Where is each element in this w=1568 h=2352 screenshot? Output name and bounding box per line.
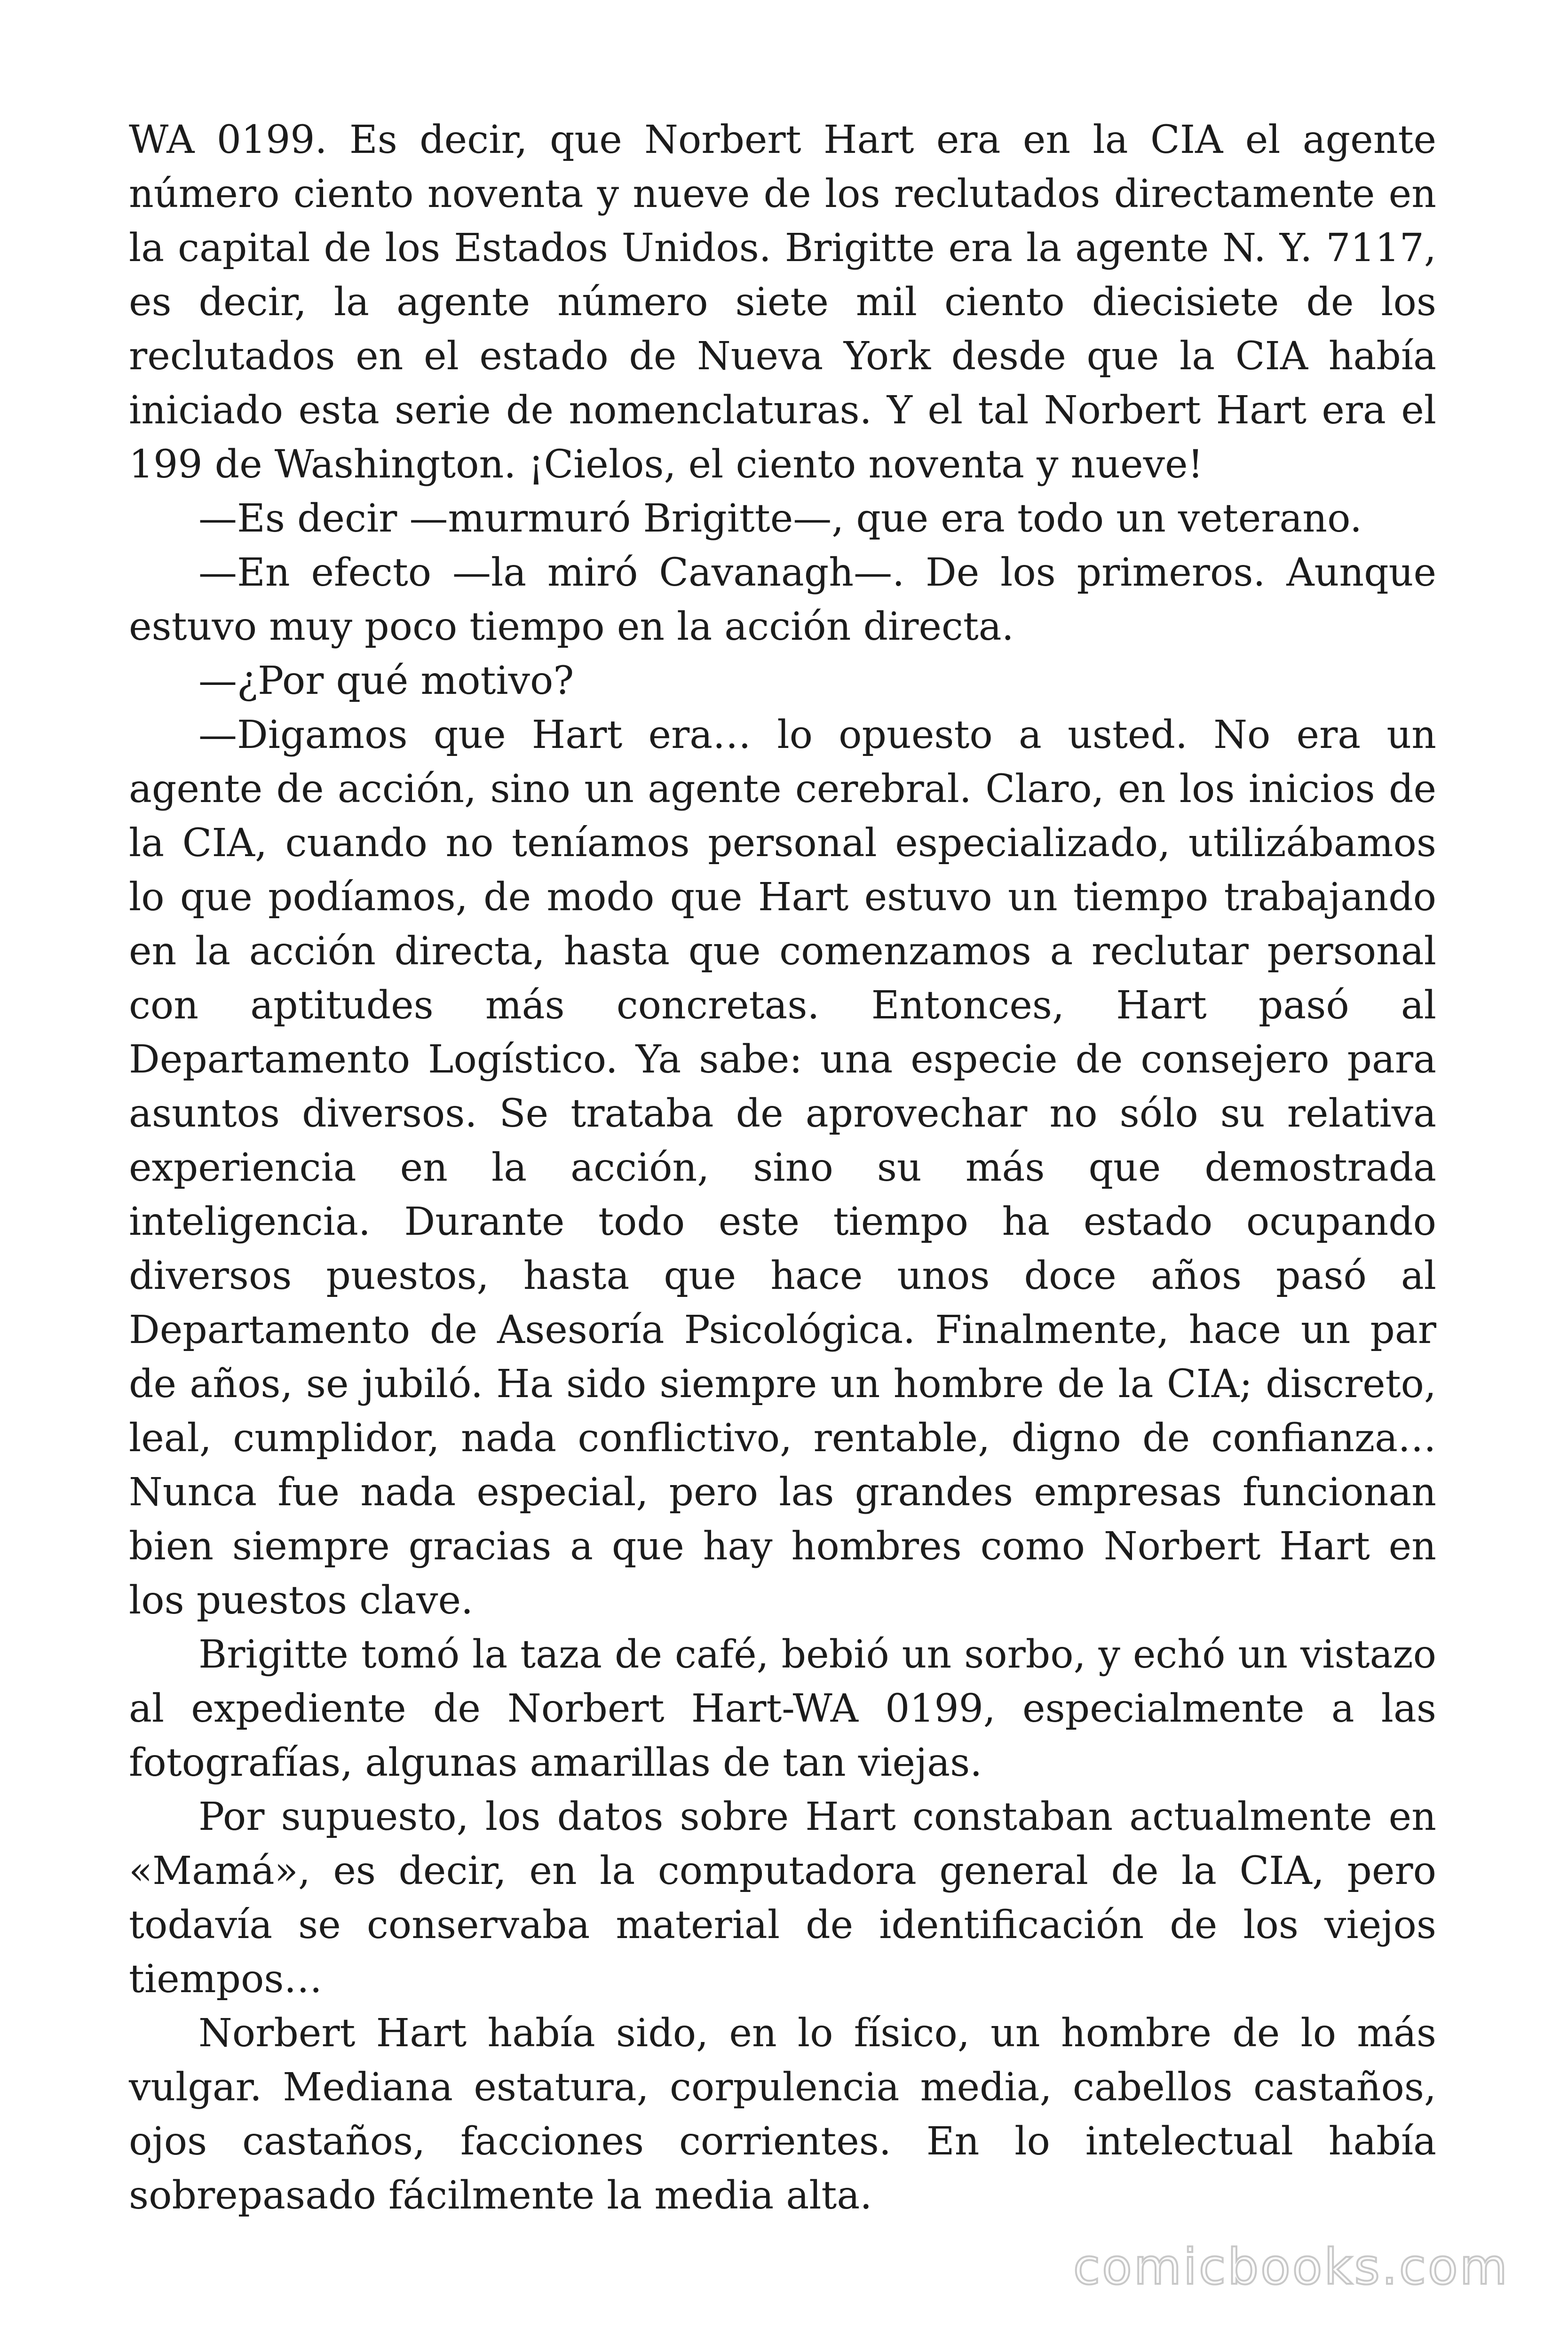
watermark: comicbooks.com xyxy=(1073,2238,1509,2296)
paragraph-1: WA 0199. Es decir, que Norbert Hart era en la CIA el agente número ciento noventa y nueve de los reclutados directamente en la capital de los Estados Unidos. Brigitte era la agente N. Y. 7117, es decir, la agente número siete mil ciento diecisiete de los reclutados en el estado de Nueva York desde que la CIA había iniciado esta serie de nomenclaturas. Y el tal Norbert Hart era el 199 de Washington. ¡Cielos, el ciento noventa y nueve! xyxy=(129,118,1436,487)
page-text xyxy=(129,113,1436,2230)
paragraph-2: —Es decir —murmuró Brigitte—, que era todo un veterano. xyxy=(198,496,1362,541)
paragraph-3: —En efecto —la miró Cavanagh—. De los primeros. Aunque estuvo muy poco tiempo en la acción directa. xyxy=(129,550,1436,649)
paragraph-8: Norbert Hart había sido, en lo físico, un hombre de lo más vulgar. Mediana estatura, corpulencia media, cabellos castaños, ojos castaños, facciones corrientes. En lo intelectual había sobrepasado fácilmente la media alta. xyxy=(129,2011,1436,2218)
paragraph-4: —¿Por qué motivo? xyxy=(198,659,574,703)
paragraph-6: Brigitte tomó la taza de café, bebió un sorbo, y echó un vistazo al expediente de Norbert Hart-WA 0199, especialmente a las fotografías, algunas amarillas de tan viejas. xyxy=(129,1632,1436,1785)
paragraph-7: Por supuesto, los datos sobre Hart constaban actualmente en «Mamá», es decir, en la computadora general de la CIA, pero todavía se conservaba material de identificación de los viejos tiempos… xyxy=(129,1795,1436,2002)
paragraph-5: —Digamos que Hart era… lo opuesto a usted. No era un agente de acción, sino un agente cerebral. Claro, en los inicios de la CIA, cuando no teníamos personal especializado, utilizábamos lo que podíamos, de modo que Hart estuvo un tiempo trabajando en la acción directa, hasta que comenzamos a reclutar personal con aptitudes más concretas. Entonces, Hart pasó al Departamento Logístico. Ya sabe: una especie de consejero para asuntos diversos. Se trataba de aprovechar no sólo su relativa experiencia en la acción, sino su más que demostrada inteligencia. Durante todo este tiempo ha estado ocupando diversos puestos, hasta que hace unos doce años pasó al Departamento de Asesoría Psicológica. Finalmente, hace un par de años, se jubiló. Ha sido siempre un hombre de la CIA; discreto, leal, cumplidor, nada conflictivo, rentable, digno de confianza… Nunca fue nada especial, pero las grandes empresas funcionan bien siempre gracias a que hay hombres como Norbert Hart en los puestos clave. xyxy=(129,713,1436,1623)
